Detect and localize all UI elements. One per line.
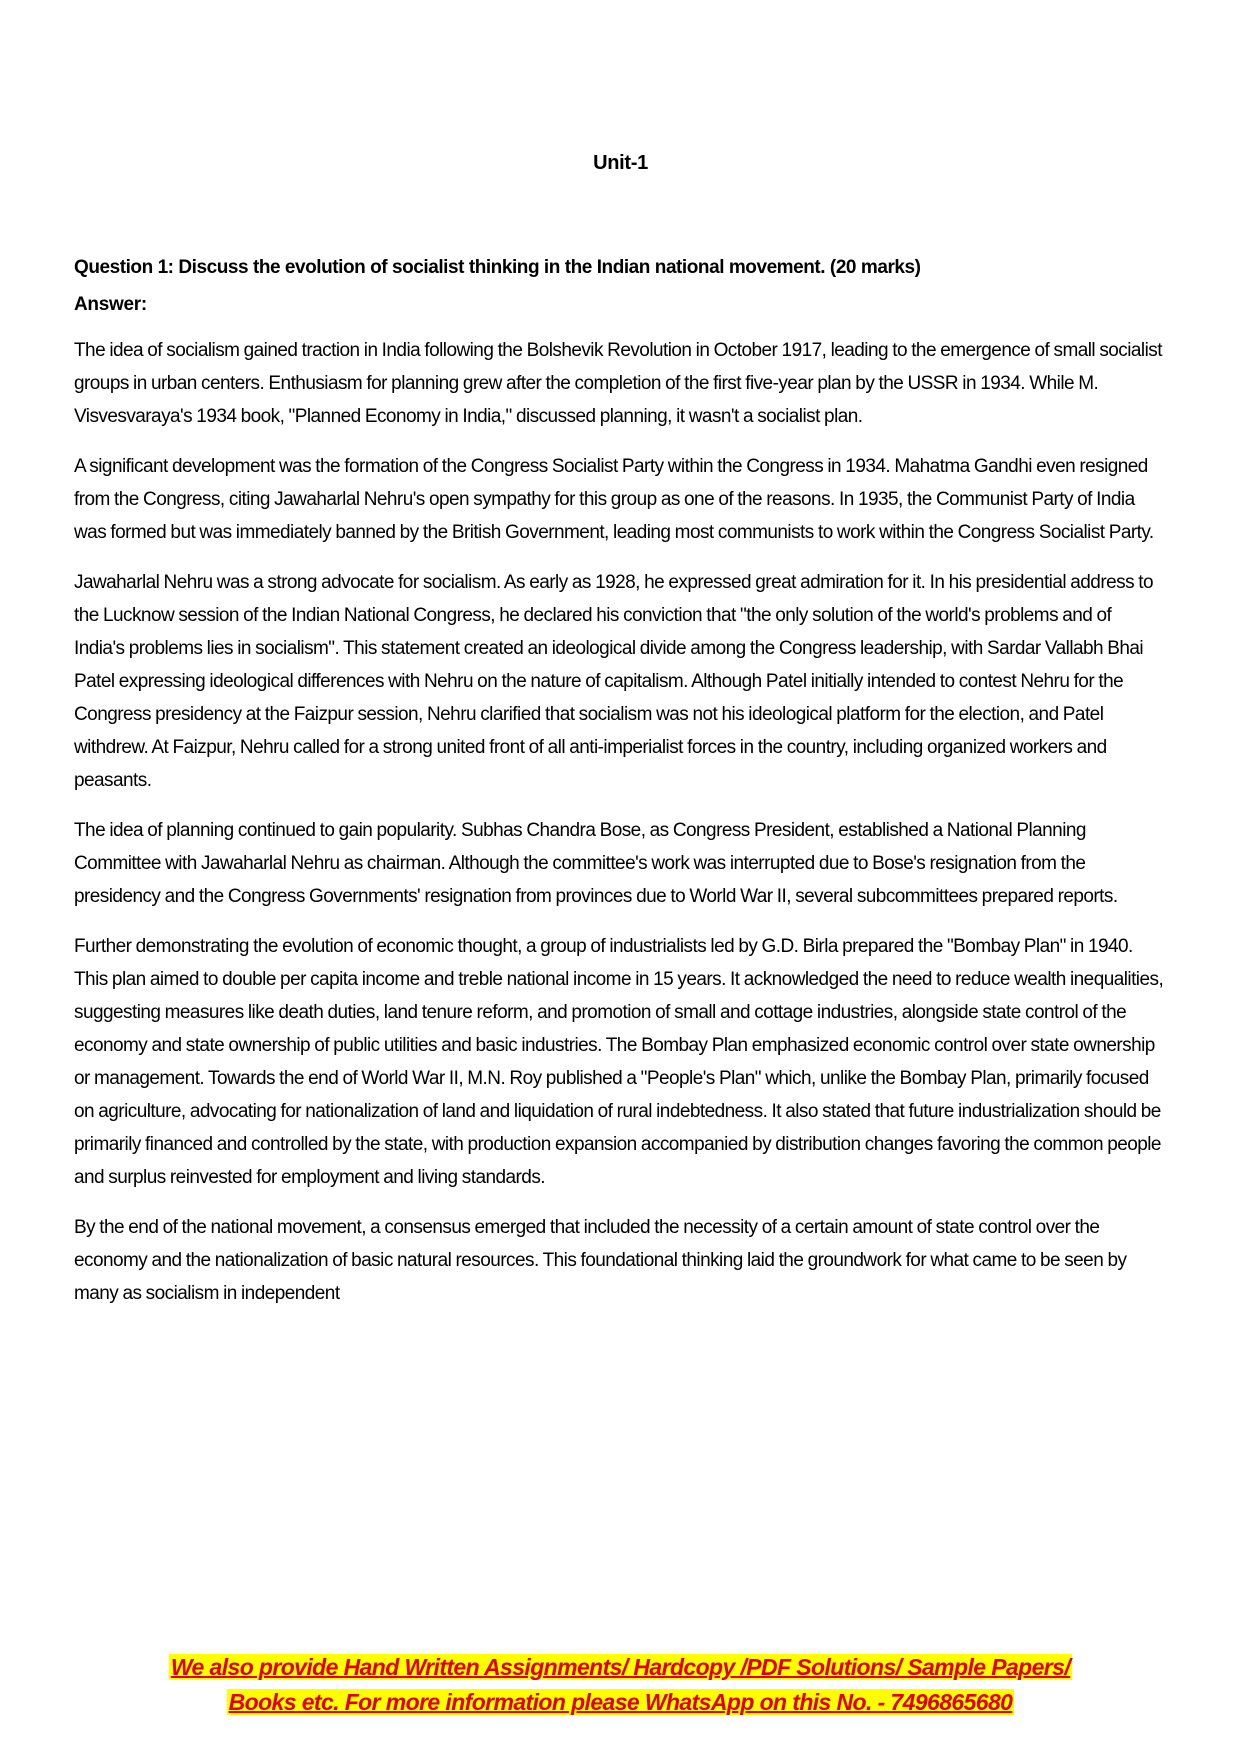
answer-label: Answer: <box>74 294 147 315</box>
paragraph: By the end of the national movement, a consensus emerged that included the necessity of a certain amount of state control over the economy and the nationalization of basic natural resources. This foundational thinking laid the groundwork for what came to be seen by many as socialism in independent <box>74 1217 1127 1304</box>
paragraph: Jawaharlal Nehru was a strong advocate for socialism. As early as 1928, he expressed great admiration for it. In his presidential address to the Lucknow session of the Indian National Congress, he declared his conviction that "the only solution of the world's problems and of India's problems lies in socialism". This statement created an ideological divide among the Congress leadership, with Sardar Vallabh Bhai Patel expressing ideological differences with Nehru on the nature of capitalism. Although Patel initially intended to contest Nehru for the Congress presidency at the Faizpur session, Nehru clarified that socialism was not his ideological platform for the election, and Patel withdrew. At Faizpur, Nehru called for a strong united front of all anti-imperialist forces in the country, including organized workers and peasants. <box>74 572 1153 791</box>
paragraph: The idea of socialism gained traction in India following the Bolshevik Revolution in October 1917, leading to the emergence of small socialist groups in urban centers. Enthusiasm for planning grew after the completion of the first five-year plan by the USSR in 1934. While M. Visvesvaraya's 1934 book, "Planned Economy in India," discussed planning, it wasn't a socialist plan. <box>74 340 1162 427</box>
promo-footer-line-2: Books etc. For more information please WhatsApp on this No. - 7496865680 <box>228 1689 1013 1715</box>
paragraph: The idea of planning continued to gain popularity. Subhas Chandra Bose, as Congress President, established a National Planning Committee with Jawaharlal Nehru as chairman. Although the committee's work was interrupted due to Bose's resignation from the presidency and the Congress Governments' resignation from provinces due to World War II, several subcommittees prepared reports. <box>74 820 1118 907</box>
document-body <box>74 256 1164 1327</box>
question-heading: Question 1: Discuss the evolution of socialist thinking in the Indian national movement. (20 marks) <box>74 257 921 278</box>
paragraph: Further demonstrating the evolution of economic thought, a group of industrialists led by G.D. Birla prepared the "Bombay Plan" in 1940. This plan aimed to double per capita income and treble national income in 15 years. It acknowledged the need to reduce wealth inequalities, suggesting measures like death duties, land tenure reform, and promotion of small and cottage industries, alongside state control of the economy and state ownership of public utilities and basic industries. The Bombay Plan emphasized economic control over state ownership or management. Towards the end of World War II, M.N. Roy published a "People's Plan" which, unlike the Bombay Plan, primarily focused on agriculture, advocating for nationalization of land and liquidation of rural indebtedness. It also stated that future industrialization should be primarily financed and controlled by the state, with production expansion accompanied by distribution changes favoring the common people and surplus reinvested for employment and living standards. <box>74 936 1164 1188</box>
promo-footer <box>0 1650 1241 1720</box>
paragraph: A significant development was the formation of the Congress Socialist Party within the Congress in 1934. Mahatma Gandhi even resigned from the Congress, citing Jawaharlal Nehru's open sympathy for this group as one of the reasons. In 1935, the Communist Party of India was formed but was immediately banned by the British Government, leading most communists to work within the Congress Socialist Party. <box>74 456 1154 543</box>
promo-footer-line-1: We also provide Hand Written Assignments/ Hardcopy /PDF Solutions/ Sample Papers/ <box>170 1654 1071 1680</box>
unit-title: Unit-1 <box>593 152 648 174</box>
